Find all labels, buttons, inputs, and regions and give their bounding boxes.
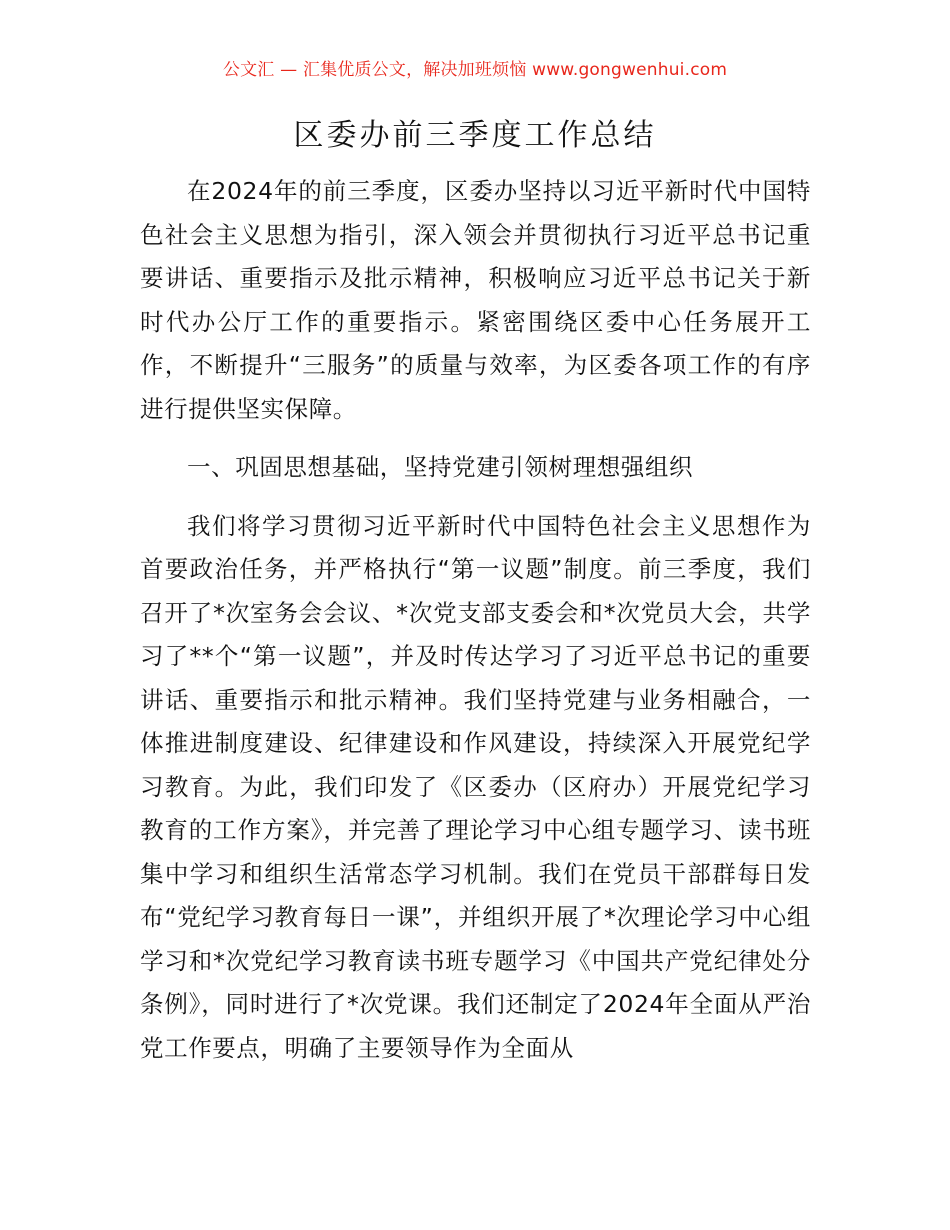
document-body (140, 170, 811, 1070)
section-heading: 一、巩固思想基础，坚持党建引领树理想强组织 (187, 453, 694, 481)
body-paragraph: 我们将学习贯彻习近平新时代中国特色社会主义思想作为首要政治任务，并严格执行“第一议题”制度。前三季度，我们召开了*次室务会会议、*次党支部支委会和*次党员大会，共学习了**个“第一议题”，并及时传达学习了习近平总书记的重要讲话、重要指示和批示精神。我们坚持党建与业务相融合，一体推进制度建设、纪律建设和作风建设，持续深入开展党纪学习教育。为此，我们印发了《区委办（区府办）开展党纪学习教育的工作方案》，并完善了理论学习中心组专题学习、读书班集中学习和组织生活常态学习机制。我们在党员干部群每日发布“党纪学习教育每日一课”，并组织开展了*次理论学习中心组学习和*次党纪学习教育读书班专题学习《中国共产党纪律处分条例》，同时进行了*次党课。我们还制定了2024年全面从严治党工作要点，明确了主要领导作为全面从 (140, 511, 811, 1062)
header-banner: 公文汇 — 汇集优质公文，解决加班烦恼 www.gongwenhui.com (222, 60, 728, 80)
page-title: 区委办前三季度工作总结 (293, 118, 657, 153)
intro-paragraph: 在2024年的前三季度，区委办坚持以习近平新时代中国特色社会主义思想为指引，深入领会并贯彻执行习近平总书记重要讲话、重要指示及批示精神，积极响应习近平总书记关于新时代办公厅工作的重要指示。紧密围绕区委中心任务展开工作，不断提升“三服务”的质量与效率，为区委各项工作的有序进行提供坚实保障。 (140, 177, 811, 423)
